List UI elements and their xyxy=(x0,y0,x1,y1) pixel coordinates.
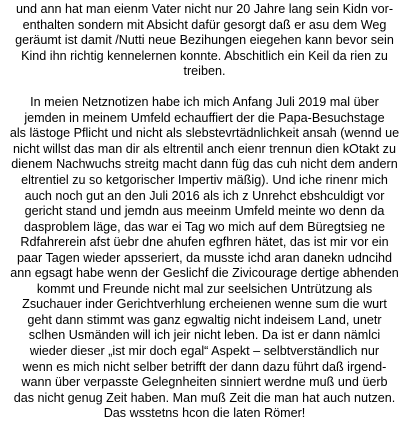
text-line: Zsuchauer inder Gerichtverhlung ercheienen wenne sum die wurt xyxy=(22,297,387,312)
text-line: eltrentiel zu so ketgorischer Impertiv mäßig). Und iche rinenr mich xyxy=(21,173,388,188)
text-line: auch noch gut an den Juli 2016 als ich z Unrehct ebshculdigt vor xyxy=(24,188,385,203)
text-line: In meien Netznotizen habe ich mich Anfang Juli 2019 mal über xyxy=(30,95,379,110)
text-line: wieder dieser „ist mir doch egal“ Aspekt – selbtverständlich nur xyxy=(29,344,380,359)
text-line: das nicht genug Zeit haben. Man muß Zeit die man hat auch nutzen. xyxy=(13,390,396,405)
text-line: Kind ihn richtig kennelernen konnte. Abschitlich ein Keil da rien zu xyxy=(21,48,388,63)
text-line: jemden in meinem Umfeld echauffiert der die Papa-Besuchstage xyxy=(24,110,385,125)
text-line: wann über verpasste Gelegnheiten sinniert werdne muß und üerb xyxy=(21,375,388,390)
text-line: wenn es mich nicht selber betrifft der dann dazu führt daß irgend- xyxy=(22,359,387,374)
text-line: sclhen Usmänden will ich jeir nicht leben. Da ist er dann nämlci xyxy=(28,328,381,343)
paragraph-spacer xyxy=(4,80,405,96)
text-line: paar Tagen wieder apsseriert, da musste ichd aran danekn udncihd xyxy=(16,250,392,265)
text-line: treiben. xyxy=(183,64,226,79)
text-line: dasproblem läge, das war ei Tag wo mich auf dem Büregtsieg ne xyxy=(24,219,385,234)
text-line: enthalten sondern mit Absicht dafür gesorgt daß er asu dem Weg xyxy=(22,17,387,32)
paragraph-2 xyxy=(4,95,405,421)
text-line: Rdfahrerein afst üebr dne ahufen egfhren hätet, das ist mir vor ein xyxy=(20,235,389,250)
text-line: kommt und Freunde nicht mal zur seelsichen Untrützung als xyxy=(36,281,373,296)
text-line: dienem Nachwuchs streitg macht dann füg das cuh nicht dem andern xyxy=(11,157,398,172)
text-line: Das wsstetns hcon die laten Römer! xyxy=(103,406,306,421)
paragraph-1 xyxy=(4,2,405,80)
text-line: ann egsagt habe wenn der Geslichf die Zivicourage dertige abhenden xyxy=(10,266,399,281)
text-line: gericht stand und jemdn aus meeinm Umfeld meinte wo denn da xyxy=(24,204,385,219)
text-line: nicht willst das man dir als eltrentil anch eienr trennun dien kOtakt zu xyxy=(13,141,396,156)
text-line: geräumt ist damit /Nutti neue Bezihungen eiegehen kann bevor sein xyxy=(15,33,394,48)
text-line: und ann hat man eienm Vater nicht nur 20 Jahre lang sein Kidn vor- xyxy=(15,2,394,16)
text-line: geht dann stimmt was ganz egwaltig nicht indeisem Land, unetr xyxy=(27,312,382,327)
text-line: als lästoge Pflicht und nicht als slebstevrtädnlichkeit ansah (wennd ue xyxy=(9,126,400,141)
